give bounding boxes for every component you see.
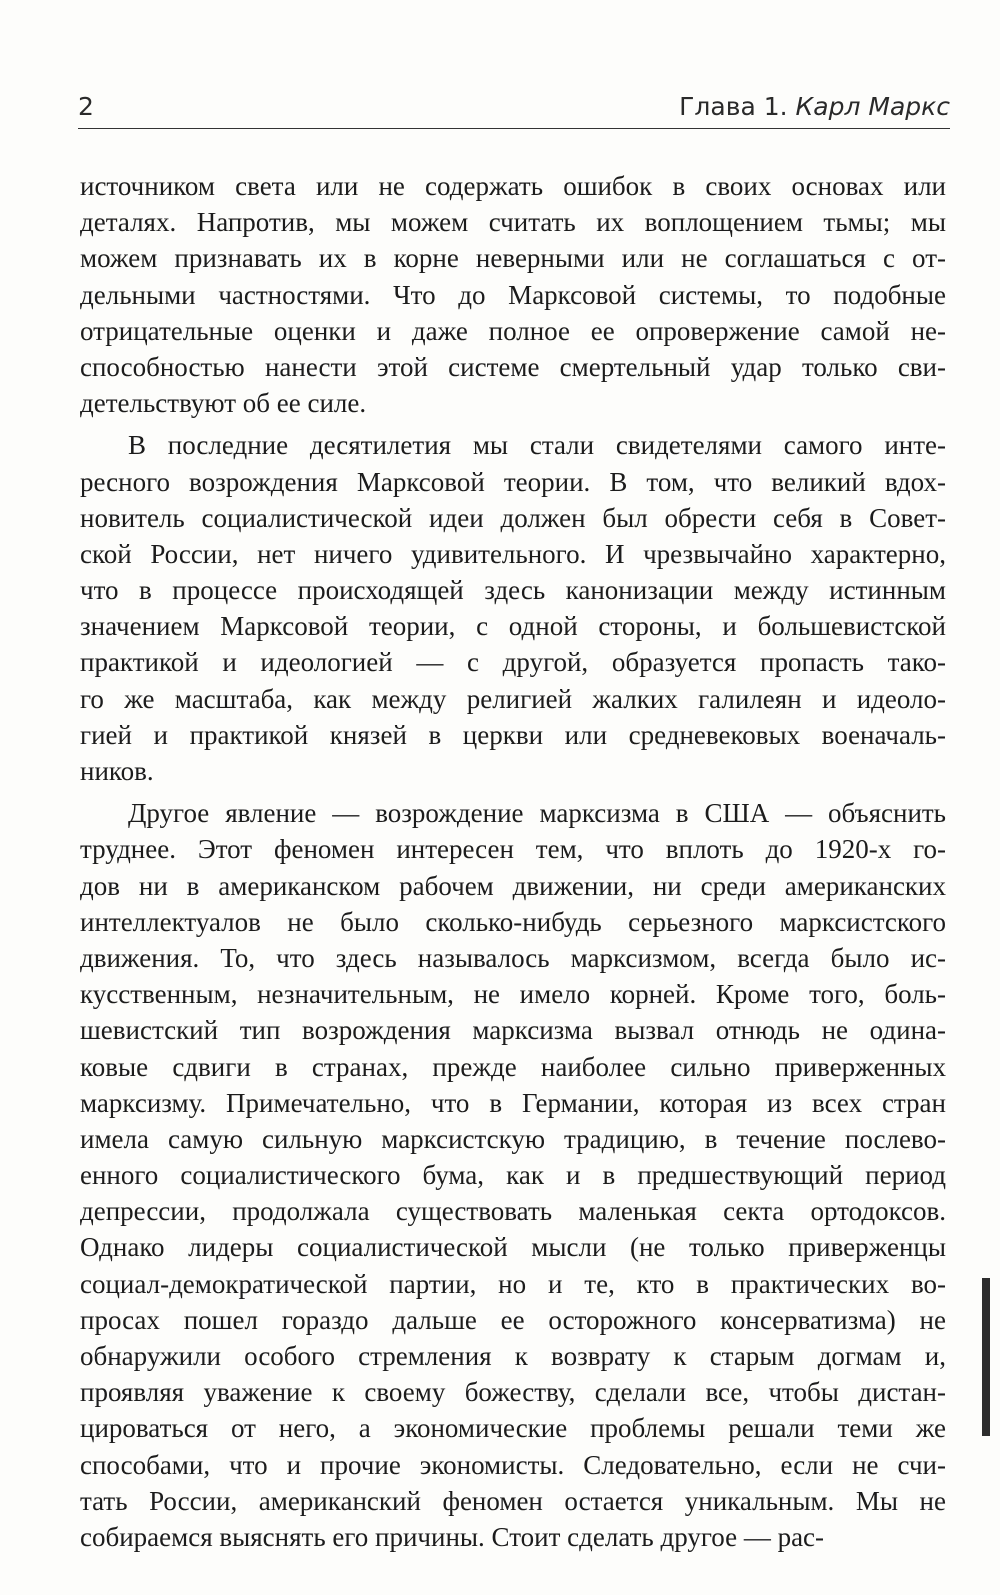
text-line: собираемся выяснять его причины. Стоит сделать другое — рас-: [80, 1521, 825, 1552]
chapter-label: Глава 1.: [679, 92, 788, 121]
text-line: ников.: [80, 756, 154, 786]
text-line: практикой и идеологией — с другой, образуется пропасть тако-: [80, 647, 946, 678]
paragraph: [80, 427, 946, 789]
chapter-name: Карл Маркс: [795, 92, 950, 121]
text-line: енного социалистического бума, как и в предшествующий период: [80, 1160, 946, 1191]
text-line: способностью нанести этой системе смертельный удар только сви-: [80, 351, 946, 382]
text-line: ресного возрождения Марксовой теории. В том, что великий вдох-: [80, 466, 946, 497]
text-line: просах пошел гораздо дальше ее осторожного консерватизма) не: [80, 1304, 946, 1335]
text-line: движения. То, что здесь называлось марксизмом, всегда было ис-: [80, 942, 946, 973]
text-line: кусственным, незначительным, не имело корней. Кроме того, боль-: [80, 979, 946, 1010]
page-edge-mark: [982, 1278, 990, 1436]
text-line: источником света или не содержать ошибок в своих основах или: [80, 171, 946, 201]
text-line: проявляя уважение к своему божеству, сделали все, чтобы дистан-: [80, 1377, 946, 1408]
header-rule: [78, 128, 950, 129]
text-line: депрессии, продолжала существовать маленькая секта ортодоксов.: [80, 1196, 946, 1227]
text-line: деталях. Напротив, мы можем считать их воплощением тьмы; мы: [80, 207, 946, 238]
page-number: 2: [78, 92, 94, 121]
text-line: марксизму. Примечательно, что в Германии, которая из всех стран: [80, 1087, 946, 1118]
text-line: труднее. Этот феномен интересен тем, что вплоть до 1920-х го-: [80, 834, 946, 865]
text-line: В последние десятилетия мы стали свидетелями самого инте-: [128, 430, 946, 461]
body-text: [80, 168, 946, 1561]
chapter-heading: [679, 92, 950, 121]
text-line: шевистский тип возрождения марксизма вызвал отнюдь не одина-: [80, 1015, 946, 1046]
text-line: интеллектуалов не было сколько-нибудь серьезного марксистского: [80, 906, 946, 937]
running-header: [78, 88, 950, 126]
text-line: способами, что и прочие экономисты. Следовательно, если не счи-: [80, 1449, 946, 1480]
text-line: дельными частностями. Что до Марксовой системы, то подобные: [80, 279, 946, 310]
text-line: имела самую сильную марксистскую традицию, в течение послево-: [80, 1123, 946, 1154]
text-line: дов ни в американском рабочем движении, ни среди американских: [80, 870, 946, 901]
paragraph: [80, 795, 946, 1555]
text-line: Однако лидеры социалистической мысли (не только приверженцы: [80, 1232, 946, 1263]
text-line: детельствуют об ее силе.: [80, 388, 367, 419]
text-line: тать России, американский феномен остается уникальным. Мы не: [80, 1485, 946, 1516]
text-line: социал-демократической партии, но и те, кто в практических во-: [80, 1268, 946, 1299]
text-line: значением Марксовой теории, с одной стороны, и большевистской: [80, 611, 946, 642]
text-line: что в процессе происходящей здесь канонизации между истинным: [80, 575, 946, 606]
text-line: гией и практикой князей в церкви или средневековых военачаль-: [80, 719, 946, 750]
text-line: отрицательные оценки и даже полное ее опровержение самой не-: [80, 315, 946, 346]
paragraph: [80, 168, 946, 421]
text-line: го же масштаба, как между религией жалких галилеян и идеоло-: [80, 683, 946, 714]
text-line: можем признавать их в корне неверными или не соглашаться с от-: [80, 243, 946, 274]
text-line: цироваться от него, а экономические проблемы решали теми же: [80, 1413, 946, 1444]
text-line: ковые сдвиги в странах, прежде наиболее сильно приверженных: [80, 1051, 946, 1082]
text-line: ской России, нет ничего удивительного. И чрезвычайно характерно,: [80, 538, 946, 569]
text-line: Другое явление — возрождение марксизма в США — объяснить: [128, 798, 946, 829]
text-line: новитель социалистической идеи должен был обрести себя в Совет-: [80, 502, 946, 533]
text-line: обнаружили особого стремления к возврату к старым догмам и,: [80, 1341, 946, 1371]
